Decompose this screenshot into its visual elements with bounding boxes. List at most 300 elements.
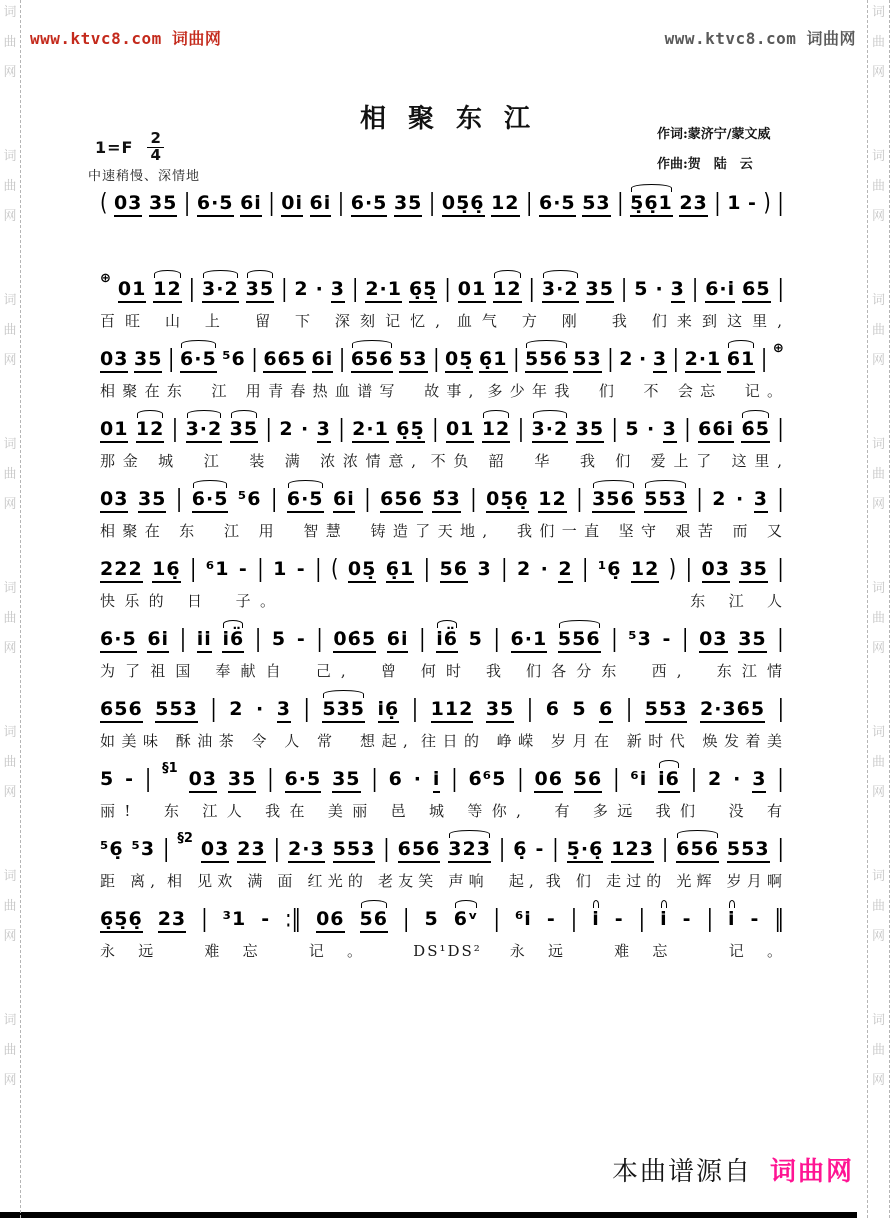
bar-line: | bbox=[777, 695, 784, 723]
note-token: 0i bbox=[281, 192, 303, 217]
note-token: 656 bbox=[380, 488, 423, 513]
bar-line: | bbox=[351, 275, 359, 303]
note-token: 6·5 bbox=[287, 488, 324, 513]
bar-line: | bbox=[638, 905, 646, 933]
note-token: 5 bbox=[468, 628, 483, 650]
lyricist-credit: 作词:蒙济宁/蒙文威 bbox=[657, 127, 771, 142]
note-token: 6·i bbox=[705, 278, 735, 303]
music-line bbox=[100, 271, 784, 308]
music-line bbox=[100, 341, 784, 378]
watermark-char: 词 bbox=[871, 293, 885, 308]
note-token: - bbox=[662, 628, 672, 650]
note-token: 356 bbox=[592, 488, 635, 513]
bar-line: | bbox=[316, 625, 323, 653]
note-token: 01 bbox=[100, 418, 128, 443]
note-token: - bbox=[125, 768, 134, 790]
bar-line: | bbox=[183, 189, 191, 217]
bar-line: | bbox=[364, 485, 371, 513]
note-token: 323 bbox=[448, 838, 491, 863]
note-token: 16̣ bbox=[152, 558, 180, 583]
watermark-char: 曲 bbox=[871, 1043, 885, 1058]
watermark-group bbox=[3, 870, 16, 960]
bar-line: | bbox=[611, 415, 618, 443]
note-token: 06 bbox=[316, 908, 344, 933]
watermark-char: 词 bbox=[3, 581, 17, 596]
note-token: 6̣1 bbox=[479, 348, 507, 373]
music-line bbox=[100, 905, 784, 938]
bar-line: | bbox=[265, 415, 272, 443]
music-line bbox=[100, 625, 784, 658]
note-token: 6·5 bbox=[539, 192, 576, 217]
watermark-char: 曲 bbox=[3, 467, 17, 482]
note-token: 12 bbox=[491, 192, 519, 217]
bar-line: | bbox=[273, 835, 281, 863]
note-token: 6i bbox=[310, 192, 332, 217]
note-token: 656 bbox=[100, 698, 143, 723]
note-token: 05̣ bbox=[445, 348, 473, 373]
bar-line: | bbox=[257, 555, 264, 583]
note-token: 12 bbox=[631, 558, 659, 583]
note-token: 6ᵛ bbox=[453, 908, 479, 930]
bar-line: | bbox=[777, 765, 784, 793]
note-token: 05̣6̣ bbox=[442, 192, 485, 217]
bar-line: | bbox=[470, 485, 477, 513]
watermark-char: 词 bbox=[3, 437, 17, 452]
bar-line: | bbox=[501, 555, 508, 583]
bar-line: | bbox=[163, 835, 170, 863]
note-token: 56 bbox=[440, 558, 468, 583]
note-token: 35 bbox=[394, 192, 422, 217]
lyrics-line: 相聚在 东 江 用 智慧 铸造了天地, 我们一直 坚守 艰苦 而 又 bbox=[100, 522, 784, 540]
note-token: 2·3 bbox=[288, 838, 325, 863]
note-token: 53 bbox=[582, 192, 610, 217]
note-token: 35 bbox=[149, 192, 177, 217]
bar-line: | bbox=[498, 835, 506, 863]
music-line bbox=[100, 831, 784, 868]
watermark-group bbox=[3, 150, 16, 240]
music-line bbox=[100, 189, 784, 222]
watermark-char: 词 bbox=[871, 149, 885, 164]
bar-line: | bbox=[625, 695, 633, 723]
note-token: 5 bbox=[424, 908, 439, 930]
bar-line: | bbox=[777, 189, 784, 217]
bar-line: | bbox=[493, 905, 500, 933]
note-token: 656 bbox=[351, 348, 394, 373]
note-token: 03 bbox=[201, 838, 229, 863]
bar-line: | bbox=[685, 555, 693, 583]
note-token: · bbox=[315, 278, 324, 300]
note-token: 5 bbox=[100, 768, 115, 790]
watermark-char: 曲 bbox=[871, 899, 885, 914]
watermark-char: 词 bbox=[871, 725, 885, 740]
note-token: 656 bbox=[676, 838, 719, 863]
watermark-group bbox=[872, 294, 885, 384]
watermark-char: 曲 bbox=[3, 1043, 17, 1058]
bar-line: | bbox=[611, 625, 618, 653]
watermark-char: 词 bbox=[3, 293, 17, 308]
bottom-border-bar bbox=[0, 1212, 857, 1218]
note-token: 35 bbox=[332, 768, 360, 793]
note-token: 2 bbox=[516, 558, 532, 580]
note-token: 3 bbox=[277, 698, 291, 723]
note-token: 6 bbox=[388, 768, 403, 790]
note-token: 5 bbox=[625, 418, 640, 440]
bar-line: | bbox=[179, 625, 187, 653]
note-token: 112 bbox=[431, 698, 474, 723]
note-token: 6 bbox=[545, 698, 560, 720]
watermark-char: 网 bbox=[871, 641, 885, 656]
note-token: 553 bbox=[727, 838, 770, 863]
note-token: 53 bbox=[573, 348, 601, 373]
note-token: - bbox=[748, 192, 757, 214]
note-token: 6̣5̣ bbox=[396, 418, 424, 443]
watermark-char: 曲 bbox=[3, 35, 17, 50]
bar-line: | bbox=[383, 835, 390, 863]
note-token: 61 bbox=[727, 348, 755, 373]
bar-line: :‖ bbox=[285, 905, 302, 933]
lyrics-line: 丽! 东 江人 我在 美丽 邑 城 等你, 有 多远 我们 没 有 bbox=[100, 802, 784, 820]
watermark-char: 曲 bbox=[871, 323, 885, 338]
note-token: 6i bbox=[333, 488, 355, 513]
bar-line: | bbox=[144, 765, 152, 793]
watermark-char: 网 bbox=[871, 65, 885, 80]
music-line bbox=[100, 415, 784, 448]
note-token: · bbox=[646, 418, 656, 440]
watermark-char: 曲 bbox=[3, 899, 17, 914]
bar-line: | bbox=[691, 275, 699, 303]
bar-line: | bbox=[517, 765, 524, 793]
note-token: 553 bbox=[645, 698, 688, 723]
bar-line: | bbox=[526, 189, 533, 217]
note-token: 35 bbox=[134, 348, 162, 373]
note-token: i bbox=[660, 908, 668, 930]
note-token: ⁵3 bbox=[628, 628, 652, 650]
bar-line: | bbox=[444, 275, 451, 303]
note-token: 6 bbox=[599, 698, 613, 723]
bar-line: | bbox=[281, 275, 288, 303]
note-token: i bbox=[592, 908, 600, 930]
tempo-marking: 中速稍慢、深情地 bbox=[88, 169, 201, 184]
bar-line: | bbox=[403, 905, 410, 933]
bar-line: ( bbox=[100, 189, 108, 217]
bar-line: | bbox=[607, 345, 614, 373]
segno-icon: §2 bbox=[177, 831, 193, 846]
watermark-char: 词 bbox=[3, 1013, 17, 1028]
note-token: 6̣1 bbox=[386, 558, 414, 583]
watermark-char: 词 bbox=[3, 5, 17, 20]
music-line bbox=[100, 695, 784, 728]
bar-line: ) bbox=[668, 555, 677, 583]
note-token: 6i bbox=[387, 628, 409, 653]
bar-line: | bbox=[268, 189, 275, 217]
bar-line: | bbox=[493, 625, 500, 653]
note-token: 2 bbox=[229, 698, 244, 720]
watermark-group bbox=[872, 870, 885, 960]
note-token: 35 bbox=[738, 628, 766, 653]
note-token: 35 bbox=[576, 418, 604, 443]
bar-line: | bbox=[428, 189, 436, 217]
watermark-char: 曲 bbox=[871, 611, 885, 626]
note-token: 1 bbox=[727, 192, 742, 214]
note-token: - bbox=[750, 908, 760, 930]
note-token: ⁶1 bbox=[205, 558, 230, 580]
footer-source-text: 本曲谱源自 bbox=[611, 1157, 752, 1187]
credits bbox=[657, 120, 877, 180]
note-token: 6·5 bbox=[100, 628, 137, 653]
coda-icon: ⊕ bbox=[100, 271, 111, 286]
bar-line: ( bbox=[330, 555, 339, 583]
lyrics-line: 百旺 山 上 留 下 深刻记忆, 血气 方 刚 我 们来到这里, bbox=[100, 312, 784, 330]
bar-line: | bbox=[777, 835, 784, 863]
note-token: i6̈ bbox=[222, 628, 244, 653]
note-token: 35 bbox=[586, 278, 614, 303]
bar-line: | bbox=[419, 625, 426, 653]
note-token: 6̇5 bbox=[741, 418, 769, 443]
note-token: 6·1 bbox=[511, 628, 548, 653]
note-token: 2 bbox=[619, 348, 634, 370]
note-token: 3 bbox=[477, 558, 492, 580]
bar-line: | bbox=[270, 485, 278, 513]
bar-line: | bbox=[423, 555, 431, 583]
note-token: 23 bbox=[158, 908, 186, 933]
note-token: 3 bbox=[663, 418, 677, 443]
bar-line: | bbox=[714, 189, 721, 217]
note-token: 2·365 bbox=[700, 698, 765, 723]
note-token: 1 bbox=[273, 558, 288, 580]
note-token: 6·5 bbox=[192, 488, 229, 513]
note-token: 35 bbox=[230, 418, 258, 443]
watermark-char: 网 bbox=[871, 209, 885, 224]
note-token: 6·5 bbox=[180, 348, 217, 373]
bar-line: | bbox=[432, 415, 439, 443]
bar-line: | bbox=[552, 835, 559, 863]
note-token: 3 bbox=[754, 488, 768, 513]
note-token: 35 bbox=[138, 488, 166, 513]
note-token: 2 bbox=[558, 558, 572, 583]
note-token: 3 bbox=[331, 278, 345, 303]
music-line bbox=[100, 485, 784, 518]
note-token: 535 bbox=[322, 698, 365, 723]
bar-line: | bbox=[777, 625, 784, 653]
note-token: 2 bbox=[708, 768, 723, 790]
watermark-char: 曲 bbox=[871, 467, 885, 482]
watermark-char: 词 bbox=[871, 869, 885, 884]
note-token: 2·1 bbox=[365, 278, 402, 303]
note-token: 12 bbox=[538, 488, 566, 513]
note-token: ⁶i bbox=[514, 908, 532, 930]
song-title: 相聚东江 bbox=[359, 104, 552, 134]
bar-line: | bbox=[777, 555, 784, 583]
bar-line: | bbox=[777, 415, 784, 443]
bar-line: | bbox=[303, 695, 310, 723]
coda-icon: ⊕ bbox=[772, 341, 784, 356]
bar-line: | bbox=[576, 485, 583, 513]
time-signature-numerator: 2 bbox=[147, 131, 163, 148]
watermark-char: 词 bbox=[3, 725, 17, 740]
note-token: 03 bbox=[699, 628, 727, 653]
watermark-char: 词 bbox=[871, 5, 885, 20]
bar-line: ) bbox=[763, 189, 771, 217]
bar-line: | bbox=[706, 905, 713, 933]
bar-line: | bbox=[451, 765, 458, 793]
note-token: 5 bbox=[634, 278, 649, 300]
bar-line: | bbox=[570, 905, 578, 933]
note-token: 3 bbox=[653, 348, 667, 373]
note-token: 3·2 bbox=[186, 418, 223, 443]
note-token: - bbox=[261, 908, 271, 930]
note-token: 03 bbox=[189, 768, 217, 793]
watermark-group bbox=[3, 1014, 16, 1104]
note-token: 6̣ bbox=[513, 838, 528, 860]
note-token: 12 bbox=[136, 418, 164, 443]
bar-line: | bbox=[684, 415, 691, 443]
note-token: 65 bbox=[742, 278, 770, 303]
note-token: ³1 bbox=[222, 908, 247, 930]
bar-line: | bbox=[526, 695, 534, 723]
bar-line: | bbox=[251, 345, 258, 373]
watermark-char: 网 bbox=[871, 353, 885, 368]
note-token: 123 bbox=[611, 838, 654, 863]
note-token: 05̣6̣ bbox=[486, 488, 529, 513]
note-token: - bbox=[296, 628, 306, 650]
bar-line: | bbox=[617, 189, 624, 217]
note-token: i bbox=[728, 908, 736, 930]
watermark-char: 网 bbox=[871, 929, 885, 944]
note-token: 01 bbox=[118, 278, 146, 303]
note-token: 03 bbox=[100, 348, 128, 373]
composer-credit: 作曲:贺 陆 云 bbox=[657, 157, 753, 172]
lyrics-line: 那金 城 江 装 满 浓浓情意, 不负 韶 华 我 们 爱上了 这里, bbox=[100, 452, 784, 470]
footer bbox=[612, 1151, 854, 1188]
note-token: - bbox=[682, 908, 692, 930]
note-token: 66i bbox=[698, 418, 734, 443]
note-token: 656 bbox=[398, 838, 441, 863]
watermark-char: 词 bbox=[871, 581, 885, 596]
note-token: · bbox=[736, 488, 745, 510]
lyrics-line: 如美味 酥油茶 令 人 常 想起, 往日的 峥嵘 岁月在 新时代 焕发着美 bbox=[100, 732, 784, 750]
bar-line: | bbox=[171, 415, 179, 443]
note-token: 3·2 bbox=[202, 278, 239, 303]
note-token: ii bbox=[197, 628, 212, 653]
note-token: 03 bbox=[702, 558, 730, 583]
watermark-char: 网 bbox=[3, 929, 17, 944]
note-token: · bbox=[639, 348, 648, 370]
note-token: 6i bbox=[147, 628, 169, 653]
note-token: 2·1 bbox=[352, 418, 389, 443]
watermark-char: 网 bbox=[3, 65, 17, 80]
bar-line: | bbox=[696, 485, 703, 513]
watermark-char: 网 bbox=[3, 497, 17, 512]
note-token: 553 bbox=[644, 488, 687, 513]
note-token: 6i bbox=[240, 192, 262, 217]
note-token: 2 bbox=[294, 278, 309, 300]
watermark-char: 词 bbox=[3, 869, 17, 884]
watermark-group bbox=[872, 150, 885, 240]
bar-line: | bbox=[254, 625, 262, 653]
bar-line: | bbox=[682, 625, 689, 653]
bar-line: | bbox=[582, 555, 589, 583]
note-token: 6̣5̣6̣ bbox=[100, 908, 143, 933]
watermark-group bbox=[3, 6, 16, 96]
note-token: 01 bbox=[458, 278, 486, 303]
note-token: 6·5 bbox=[285, 768, 322, 793]
note-token: i6̣ bbox=[378, 698, 400, 723]
watermark-char: 词 bbox=[871, 1013, 885, 1028]
watermark-group bbox=[872, 438, 885, 528]
music-line bbox=[100, 761, 784, 798]
bar-line: | bbox=[517, 415, 525, 443]
note-token: - bbox=[546, 908, 556, 930]
bar-line: | bbox=[433, 345, 440, 373]
note-token: ⁵6 bbox=[222, 348, 246, 370]
watermark-group bbox=[3, 582, 16, 672]
bar-line: | bbox=[777, 485, 784, 513]
lyrics-line: 永远 难忘 记。 DS¹DS² 永远 难忘 记。 bbox=[100, 942, 784, 960]
note-token: 3·2 bbox=[532, 418, 569, 443]
note-token: 03 bbox=[114, 192, 142, 217]
note-token: 12 bbox=[153, 278, 181, 303]
note-token: i6̈ bbox=[436, 628, 458, 653]
bar-line: | bbox=[188, 275, 196, 303]
note-token: 01 bbox=[446, 418, 474, 443]
note-token: 56 bbox=[360, 908, 388, 933]
bar-line: ‖ bbox=[774, 905, 784, 933]
watermark-char: 曲 bbox=[3, 323, 17, 338]
note-token: 2 bbox=[712, 488, 727, 510]
bar-line: | bbox=[690, 765, 698, 793]
watermark-char: 词 bbox=[871, 437, 885, 452]
note-token: 23 bbox=[237, 838, 265, 863]
note-token: 2·1 bbox=[685, 348, 722, 373]
note-token: 12 bbox=[482, 418, 510, 443]
lyrics-line: 相聚在东 江 用青春热血谱写 故事, 多少年我 们 不 会忘 记。 bbox=[100, 382, 784, 400]
note-token: 5̣·6̣ bbox=[567, 838, 604, 863]
note-token: 5̣6̣1 bbox=[630, 192, 673, 217]
bar-line: | bbox=[201, 905, 208, 933]
note-token: 12 bbox=[493, 278, 521, 303]
watermark-char: 曲 bbox=[871, 179, 885, 194]
score bbox=[100, 189, 784, 978]
note-token: 35 bbox=[246, 278, 274, 303]
bar-line: | bbox=[672, 345, 680, 373]
key-signature-row bbox=[95, 131, 164, 164]
time-signature-denominator: 4 bbox=[150, 145, 161, 164]
time-signature bbox=[147, 131, 163, 164]
watermark-char: 曲 bbox=[871, 755, 885, 770]
note-token: ⁶i bbox=[630, 768, 648, 790]
bar-line: | bbox=[411, 695, 419, 723]
note-token: 556 bbox=[525, 348, 568, 373]
music-line bbox=[100, 555, 784, 588]
bar-line: | bbox=[190, 555, 197, 583]
note-token: - bbox=[296, 558, 306, 580]
note-token: 3 bbox=[671, 278, 685, 303]
note-token: 553 bbox=[333, 838, 376, 863]
note-token: - bbox=[238, 558, 248, 580]
note-token: ⁵6 bbox=[237, 488, 262, 510]
note-token: 23 bbox=[679, 192, 707, 217]
watermark-char: 网 bbox=[871, 785, 885, 800]
bar-line: | bbox=[528, 275, 535, 303]
bar-line: | bbox=[371, 765, 378, 793]
watermark-column-right bbox=[867, 0, 890, 1218]
note-token: 06̇5 bbox=[333, 628, 376, 653]
note-token: - bbox=[614, 908, 624, 930]
note-token: 5 bbox=[572, 698, 587, 720]
watermark-group bbox=[3, 294, 16, 384]
note-token: · bbox=[301, 418, 310, 440]
bar-line: | bbox=[513, 345, 520, 373]
